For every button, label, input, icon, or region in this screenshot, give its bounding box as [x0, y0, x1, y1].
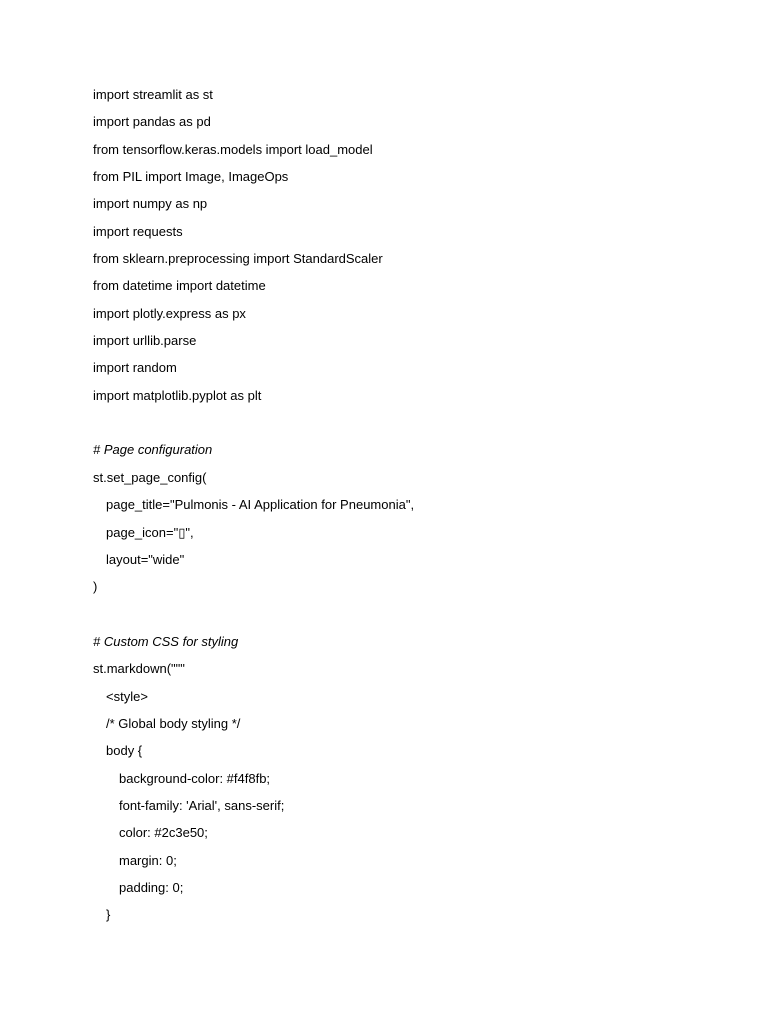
code-line: margin: 0; — [119, 852, 177, 868]
code-line: from sklearn.preprocessing import StandardScaler — [93, 251, 383, 267]
code-line: background-color: #f4f8fb; — [119, 770, 271, 786]
code-line: font-family: 'Arial', sans-serif; — [119, 797, 285, 813]
code-line: } — [106, 907, 111, 923]
code-line: st.set_page_config( — [93, 469, 207, 485]
code-line: import random — [93, 360, 177, 376]
code-line: page_icon="▯", — [106, 524, 194, 540]
code-line: import numpy as np — [93, 196, 208, 212]
code-line: ) — [93, 579, 98, 595]
code-line: import plotly.express as px — [93, 305, 246, 321]
code-line: page_title="Pulmonis - AI Application for Pneumonia", — [106, 497, 415, 513]
code-line: import streamlit as st — [93, 87, 213, 102]
code-line: import matplotlib.pyplot as plt — [93, 387, 262, 403]
code-line: from PIL import Image, ImageOps — [93, 169, 289, 185]
comment-line: # Page configuration — [93, 442, 213, 458]
code-line: from tensorflow.keras.models import load_model — [93, 141, 373, 157]
code-line: padding: 0; — [119, 879, 184, 895]
code-line: body { — [106, 743, 143, 759]
code-line: st.markdown(""" — [93, 661, 185, 677]
code-line: layout="wide" — [106, 551, 185, 567]
code-line: import urllib.parse — [93, 333, 197, 349]
code-line: <style> — [106, 688, 148, 704]
code-line: import requests — [93, 223, 183, 239]
blank-line — [93, 414, 733, 441]
code-listing — [93, 86, 733, 934]
code-line: from datetime import datetime — [93, 278, 266, 294]
blank-line — [93, 606, 733, 633]
code-line: color: #2c3e50; — [119, 825, 208, 841]
code-line: import pandas as pd — [93, 114, 211, 130]
comment-line: # Custom CSS for styling — [93, 633, 239, 649]
code-line: /* Global body styling */ — [106, 715, 241, 731]
